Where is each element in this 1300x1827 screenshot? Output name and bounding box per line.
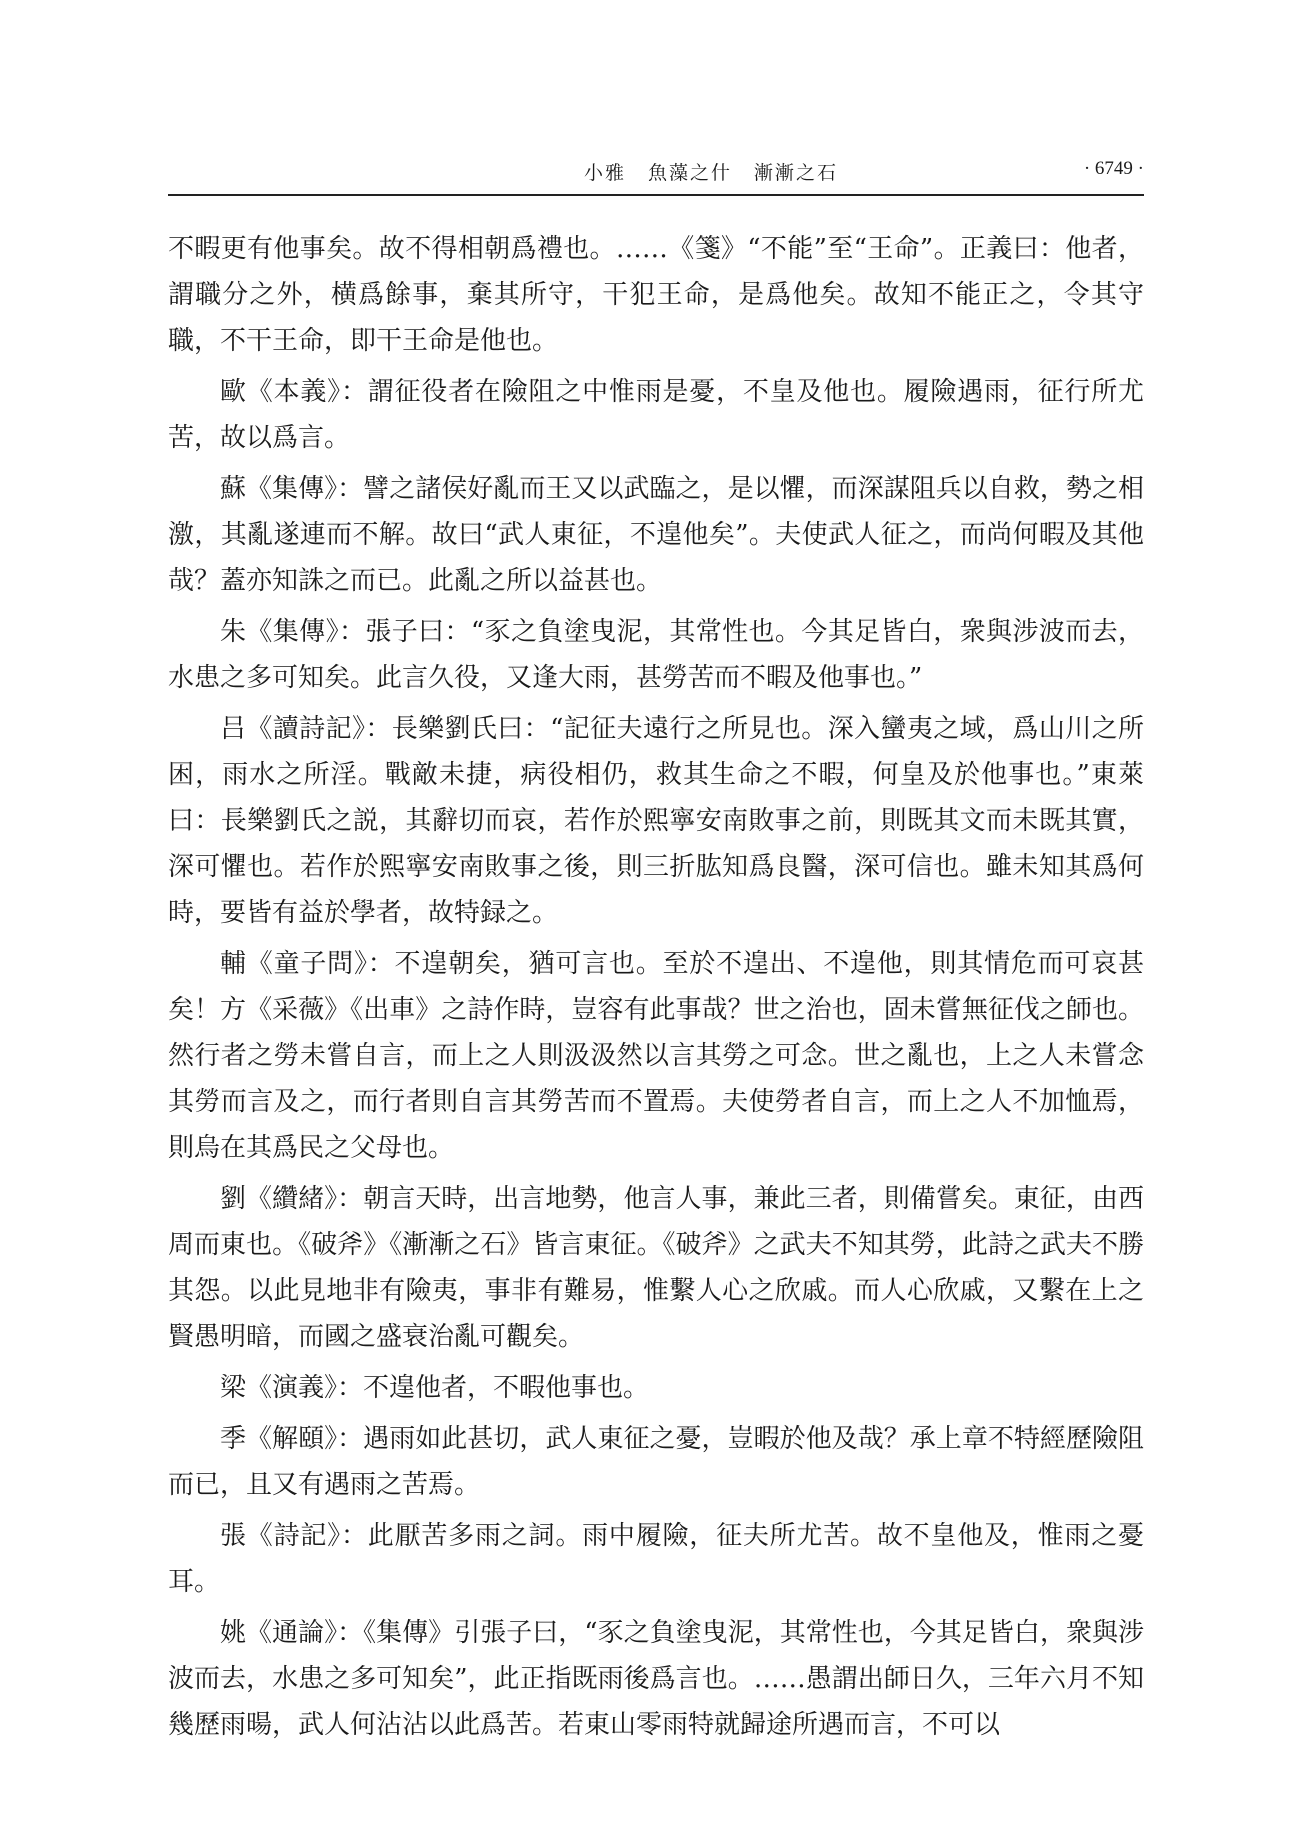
header-title: 小雅 魚藻之什 漸漸之石 bbox=[583, 162, 839, 184]
paragraph-zhu-jizhuan: 朱《集傳》：張子曰：“豕之負塗曳泥，其常性也。今其足皆白，衆與涉波而去，水患之多可知矣。此言久役，又逢大雨，甚勞苦而不暇及他事也。” bbox=[168, 617, 1144, 693]
body-text bbox=[168, 226, 1144, 1748]
paragraph-zhang-shiji: 張《詩記》：此厭苦多雨之詞。雨中履險，征夫所尤苦。故不皇他及，惟雨之憂耳。 bbox=[168, 1521, 1144, 1597]
paragraph-su-jizhuan: 蘇《集傳》：譬之諸侯好亂而王又以武臨之，是以懼，而深謀阻兵以自救，勢之相激，其亂遂連而不解。故曰“武人東征，不遑他矣”。夫使武人征之，而尚何暇及其他哉？蓋亦知誅之而已。此亂之所以益甚也。 bbox=[168, 474, 1144, 596]
paragraph-lu-dushiji: 吕《讀詩記》：長樂劉氏曰：“記征夫遠行之所見也。深入蠻夷之域，爲山川之所困，雨水之所淫。戰敵未捷，病役相仍，救其生命之不暇，何皇及於他事也。”東萊曰：長樂劉氏之説，其辭切而哀，若作於熙寧安南敗事之前，則既其文而未既其實，深可懼也。若作於熙寧安南敗事之後，則三折肱知爲良醫，深可信也。雖未知其爲何時，要皆有益於學者，故特録之。 bbox=[168, 714, 1144, 928]
paragraph-fu-tongziwen: 輔《童子問》：不遑朝矣，猶可言也。至於不遑出、不遑他，則其情危而可哀甚矣！方《采薇》《出車》之詩作時，豈容有此事哉？世之治也，固未嘗無征伐之師也。然行者之勞未嘗自言，而上之人則汲汲然以言其勞之可念。世之亂也，上之人未嘗念其勞而言及之，而行者則自言其勞苦而不置焉。夫使勞者自言，而上之人不加恤焉，則烏在其爲民之父母也。 bbox=[168, 949, 1144, 1163]
header-rule bbox=[168, 194, 1144, 196]
paragraph-yao-tonglun: 姚《通論》：《集傳》引張子曰，“豕之負塗曳泥，其常性也，今其足皆白，衆與涉波而去，水患之多可知矣”，此正指既雨後爲言也。……愚謂出師日久，三年六月不知幾歷雨暘，武人何沾沾以此爲苦。若東山零雨特就歸途所遇而言，不可以 bbox=[168, 1618, 1144, 1740]
paragraph-liu-zuanxu: 劉《纘緒》：朝言天時，出言地勢，他言人事，兼此三者，則備嘗矣。東征，由西周而東也。《破斧》《漸漸之石》皆言東征。《破斧》之武夫不知其勞，此詩之武夫不勝其怨。以此見地非有險夷，事非有難易，惟繫人心之欣戚。而人心欣戚，又繫在上之賢愚明暗，而國之盛衰治亂可觀矣。 bbox=[168, 1184, 1144, 1352]
paragraph-ou-benyi: 歐《本義》：謂征役者在險阻之中惟雨是憂，不皇及他也。履險遇雨，征行所尤苦，故以爲言。 bbox=[168, 377, 1144, 453]
paragraph-liang-yanyi: 梁《演義》：不遑他者，不暇他事也。 bbox=[220, 1373, 650, 1403]
page-number: · 6749 · bbox=[1083, 158, 1144, 179]
paragraph-ji-jieyi: 季《解頤》：遇雨如此甚切，武人東征之憂，豈暇於他及哉？承上章不特經歷險阻而已，且又有遇雨之苦焉。 bbox=[168, 1424, 1144, 1500]
running-header bbox=[168, 158, 1144, 188]
paragraph-continuation: 不暇更有他事矣。故不得相朝爲禮也。……《箋》“不能”至“王命”。正義曰：他者，謂職分之外，横爲餘事，棄其所守，干犯王命，是爲他矣。故知不能正之，令其守職，不干王命，即干王命是他也。 bbox=[168, 234, 1144, 356]
